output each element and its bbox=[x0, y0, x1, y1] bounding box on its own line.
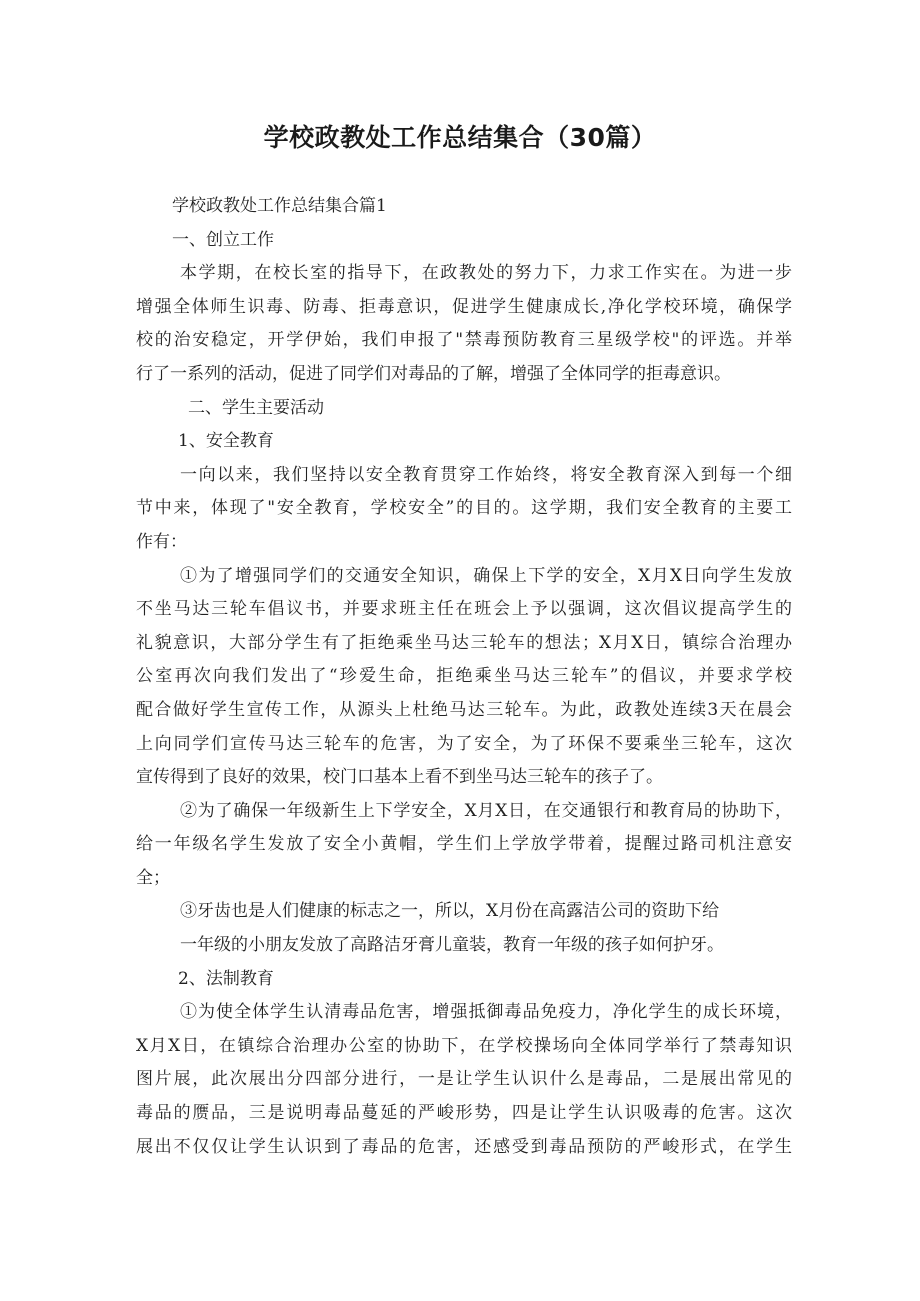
paragraph-line: 配合做好学生宣传工作，从源头上杜绝马达三轮车。为此，政教处连续3天在晨会 bbox=[136, 699, 792, 720]
paragraph-line: 作有： bbox=[136, 531, 187, 552]
subsection-heading: 二、学生主要活动 bbox=[188, 397, 324, 418]
paragraph-line: ①为使全体学生认清毒品危害，增强抵御毒品免疫力，净化学生的成长环境， bbox=[180, 1002, 792, 1023]
paragraph-line: 展出不仅仅让学生认识到了毒品的危害，还感受到毒品预防的严峻形式，在学生 bbox=[136, 1136, 792, 1157]
paragraph-line: 图片展，此次展出分四部分进行，一是让学生认识什么是毒品，二是展出常见的 bbox=[136, 1069, 792, 1090]
paragraph-line: 毒品的赝品，三是说明毒品蔓延的严峻形势，四是让学生认识吸毒的危害。这次 bbox=[136, 1103, 792, 1124]
subsection-heading: 一、创立工作 bbox=[172, 229, 274, 250]
section-heading: 学校政教处工作总结集合篇1 bbox=[172, 196, 387, 216]
paragraph-line: 上向同学们宣传马达三轮车的危害，为了安全，为了环保不要乘坐三轮车，这次 bbox=[136, 733, 792, 754]
paragraph-line: ②为了确保一年级新生上下学安全，X月X日，在交通银行和教育局的协助下， bbox=[180, 800, 792, 821]
paragraph-line: 校的治安稳定，开学伊始，我们申报了"禁毒预防教育三星级学校"的评选。并举 bbox=[136, 330, 792, 351]
paragraph-line: 礼貌意识，大部分学生有了拒绝乘坐马达三轮车的想法；X月X日，镇综合治理办 bbox=[136, 632, 792, 653]
paragraph-line: ①为了增强同学们的交通安全知识，确保上下学的安全，X月X日向学生发放 bbox=[180, 565, 792, 586]
subsection-heading: 2、法制教育 bbox=[178, 968, 274, 989]
document-title: 学校政教处工作总结集合（30篇） bbox=[263, 123, 657, 152]
paragraph-line: 宣传得到了良好的效果，校门口基本上看不到坐马达三轮车的孩子了。 bbox=[136, 767, 663, 788]
paragraph-line: 给一年级名学生发放了安全小黄帽，学生们上学放学带着，提醒过路司机注意安 bbox=[136, 834, 792, 855]
paragraph-line: X月X日，在镇综合治理办公室的协助下，在学校操场向全体同学举行了禁毒知识 bbox=[136, 1035, 792, 1056]
paragraph-line: 一向以来，我们坚持以安全教育贯穿工作始终，将安全教育深入到每一个细 bbox=[180, 464, 792, 485]
paragraph-line: 全； bbox=[136, 867, 170, 888]
paragraph-line: 公室再次向我们发出了“珍爱生命，拒绝乘坐马达三轮车”的倡议，并要求学校 bbox=[136, 666, 792, 687]
subsection-heading: 1、安全教育 bbox=[178, 431, 274, 452]
paragraph-line: 不坐马达三轮车倡议书，并要求班主任在班会上予以强调，这次倡议提高学生的 bbox=[136, 599, 792, 620]
paragraph-line: 行了一系列的活动，促进了同学们对毒品的了解，增强了全体同学的拒毒意识。 bbox=[136, 363, 731, 384]
paragraph-line: ③牙齿也是人们健康的标志之一，所以，X月份在高露洁公司的资助下给 bbox=[180, 901, 720, 922]
paragraph-line: 增强全体师生识毒、防毒、拒毒意识，促进学生健康成长,净化学校环境，确保学 bbox=[136, 296, 792, 317]
document-body bbox=[136, 190, 792, 1164]
paragraph-line: 本学期，在校长室的指导下，在政教处的努力下，力求工作实在。为进一步 bbox=[180, 263, 792, 284]
paragraph-line: 节中来，体现了"安全教育，学校安全”的目的。这学期，我们安全教育的主要工 bbox=[136, 498, 792, 519]
paragraph-line: 一年级的小朋友发放了高路洁牙膏儿童装，教育一年级的孩子如何护牙。 bbox=[180, 935, 724, 956]
